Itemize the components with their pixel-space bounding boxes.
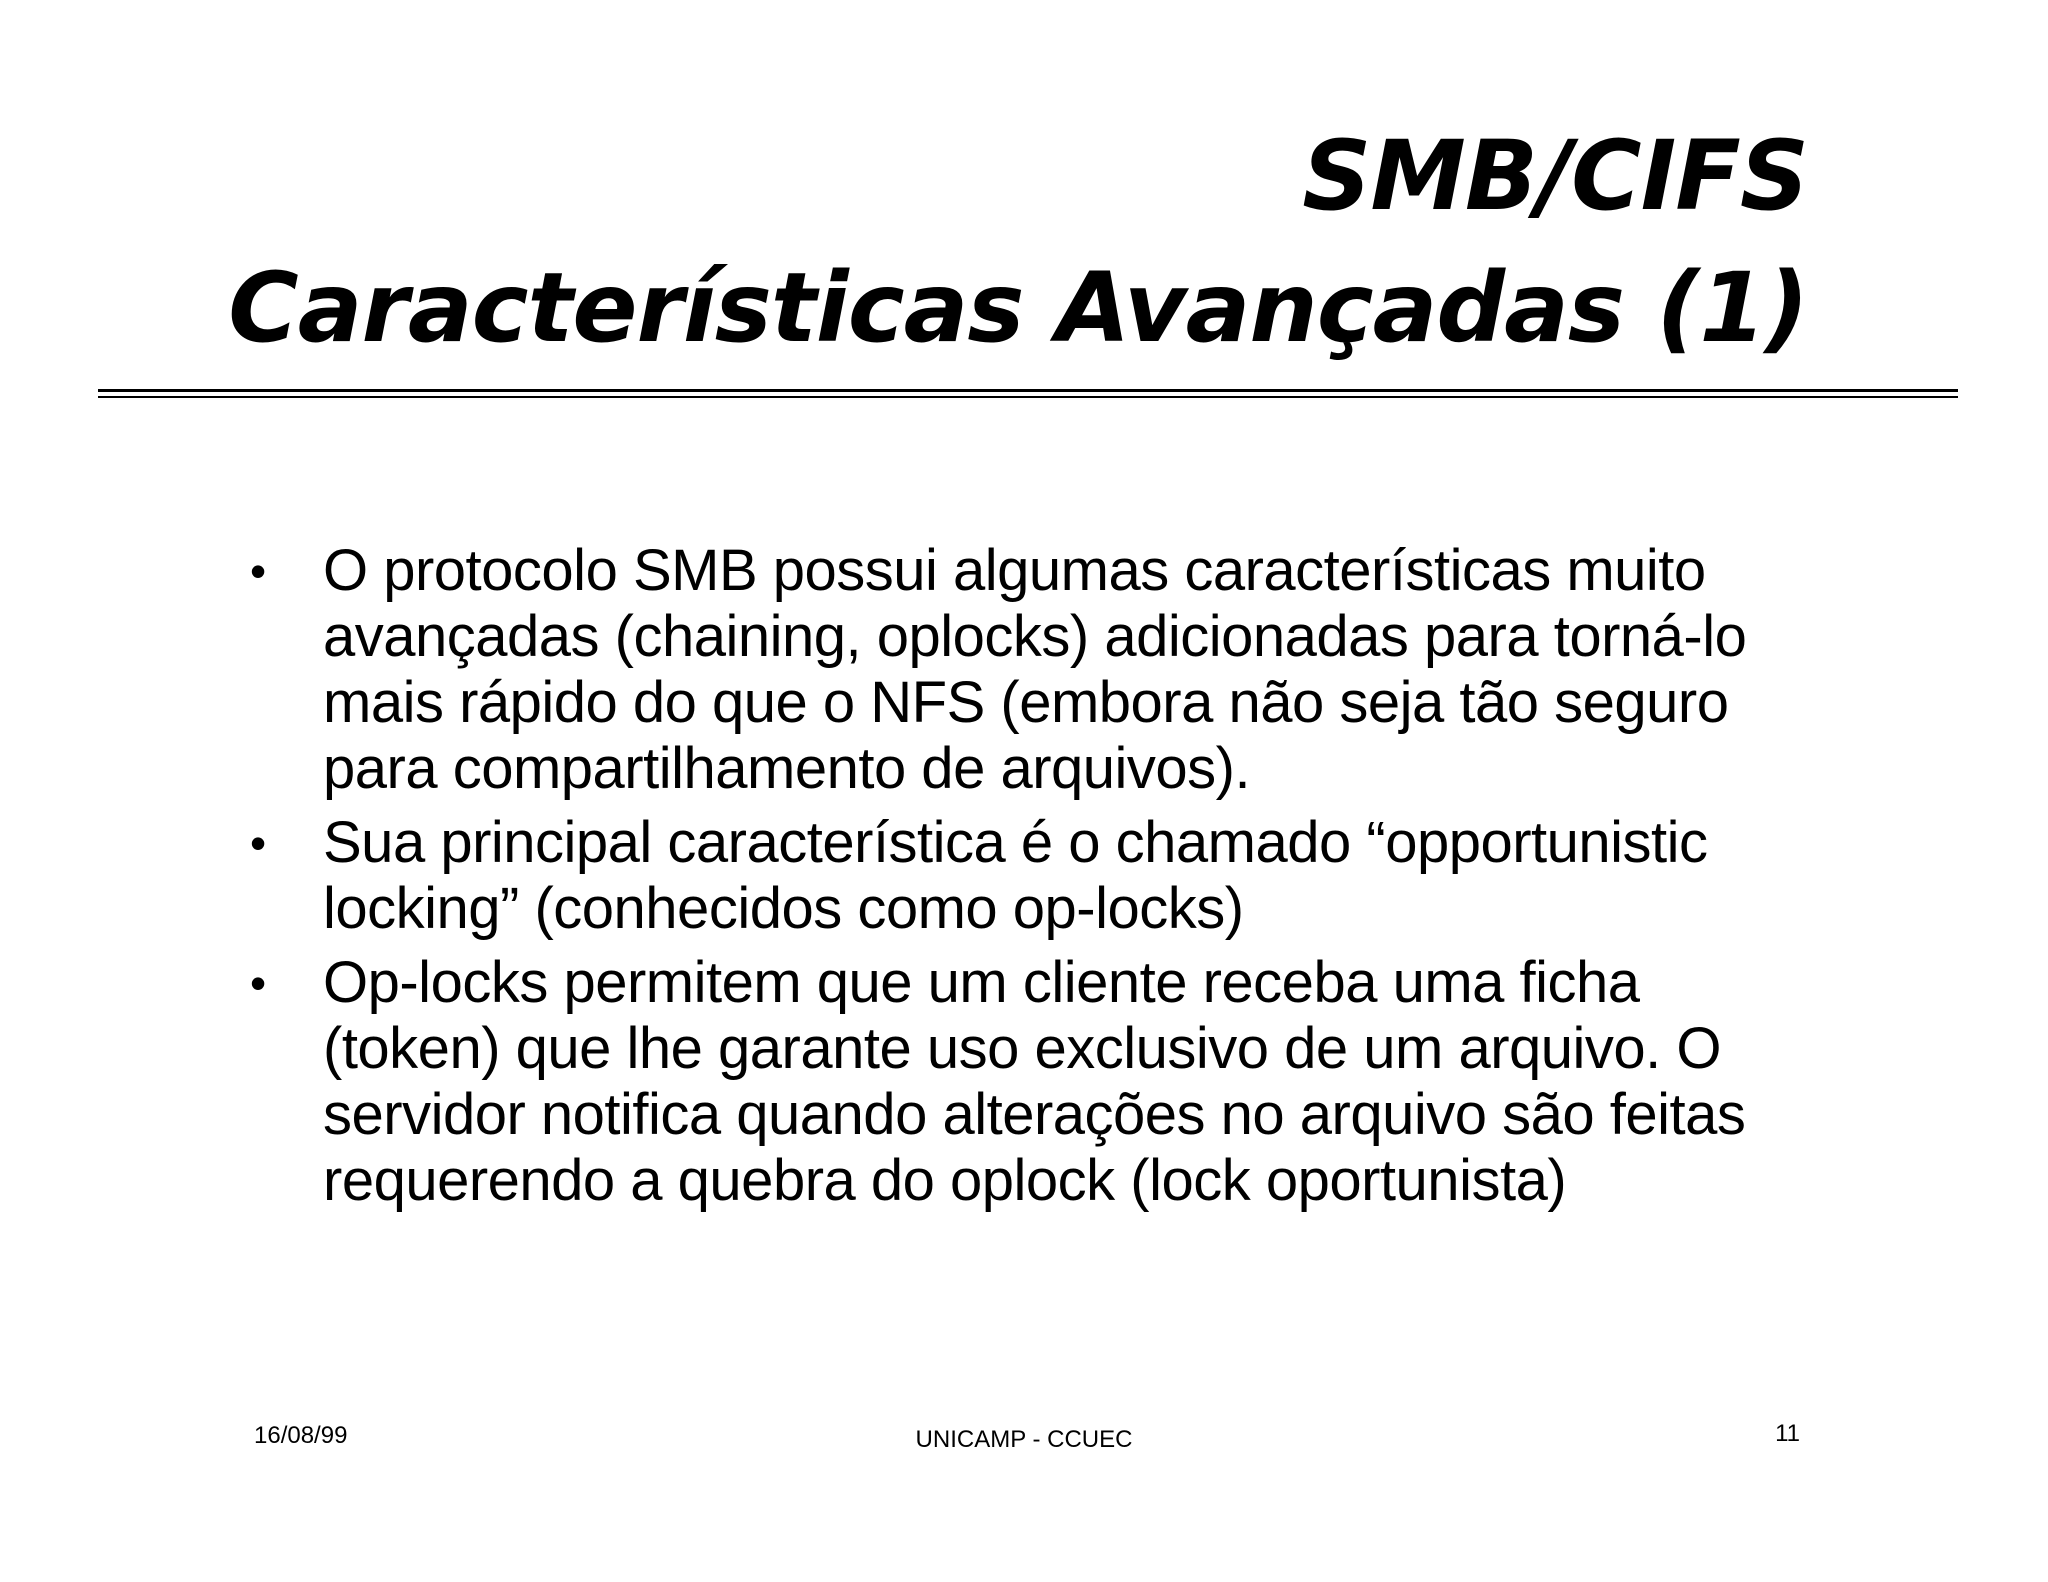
- bullet-item: [250, 810, 1810, 942]
- bullet-dot-icon: •: [250, 545, 266, 597]
- slide-title: [208, 110, 1808, 374]
- bullet-text: Sua principal característica é o chamado “opportunistic locking” (conhecidos como op-locks): [323, 810, 1708, 941]
- bullet-item: [250, 950, 1810, 1214]
- bullet-dot-icon: •: [250, 957, 266, 1009]
- bullet-text: Op-locks permitem que um cliente receba uma ficha (token) que lhe garante uso exclusivo de um arquivo. O servidor notifica quando alterações no arquivo são feitas requerendo a quebra do oplock (lock oportunista): [323, 950, 1746, 1213]
- bullet-text: O protocolo SMB possui algumas características muito avançadas (chaining, oplocks) adicionadas para torná-lo mais rápido do que o NFS (embora não seja tão seguro para compartilhamento de arquivos).: [323, 538, 1747, 801]
- footer-organization: UNICAMP - CCUEC: [915, 1426, 1133, 1453]
- bullet-item: [250, 538, 1810, 802]
- bullet-list: [250, 538, 1810, 1222]
- bullet-dot-icon: •: [250, 817, 266, 869]
- footer-date: 16/08/99: [254, 1422, 348, 1449]
- slide-title-line-1: SMB/CIFS: [1302, 120, 1808, 232]
- title-divider-top: [98, 389, 1958, 392]
- footer-page-number: 11: [1775, 1420, 1800, 1447]
- slide-title-line-2: Características Avançadas (1): [228, 252, 1808, 364]
- title-divider-bottom: [98, 396, 1958, 398]
